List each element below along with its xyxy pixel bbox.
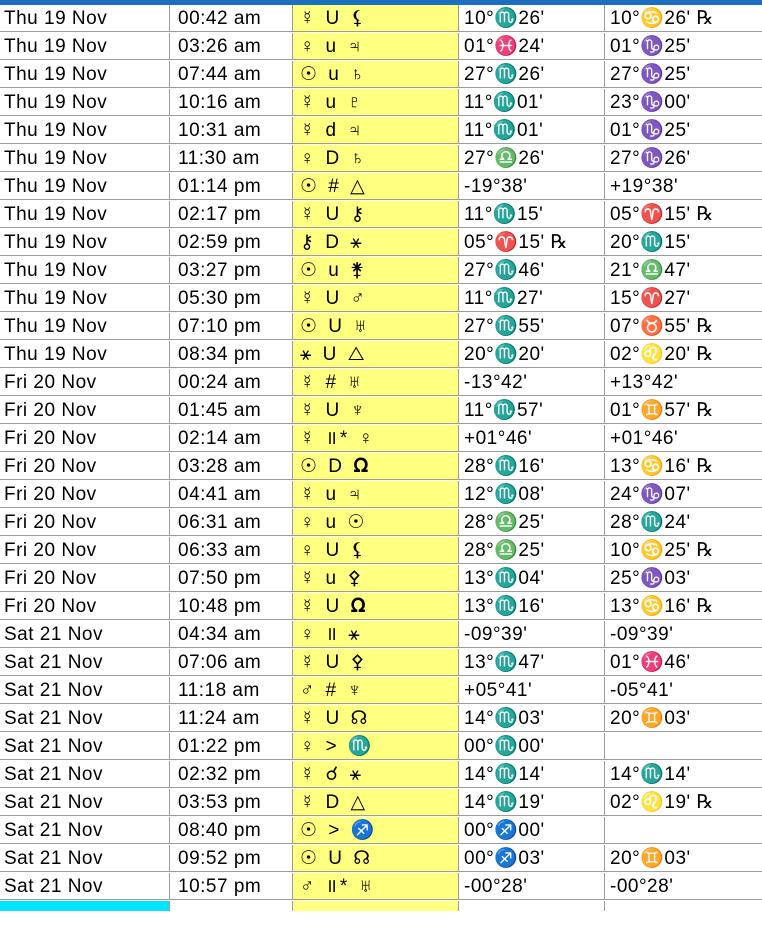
position-2-cell: +13°42' [605,369,762,396]
date-cell: Sat 21 Nov [0,817,170,844]
position-1-cell: 27°♏26' [459,61,605,88]
time-cell: 11:18 am [170,677,293,704]
time-cell: 10:57 pm [170,873,293,900]
date-cell: Fri 20 Nov [0,369,170,396]
time-cell: 03:26 am [170,33,293,60]
time-cell: 06:33 am [170,537,293,564]
position-2-cell: 20°♊03' [605,705,762,732]
aspect-cell: ☉ D 𝛀 [293,453,459,480]
position-1-cell: 11°♏01' [459,117,605,144]
time-cell: 07:44 am [170,61,293,88]
time-cell: 01:22 pm [170,733,293,760]
position-2-cell: 01°♑25' [605,33,762,60]
position-2-cell: 20°♏15' [605,229,762,256]
table-row[interactable] [0,845,762,873]
date-cell: Sat 21 Nov [0,789,170,816]
position-2-cell: 13°♋16' ℞ [605,453,762,480]
time-cell: 08:40 pm [170,817,293,844]
aspect-cell: ☿ ☌ ⚹ [293,761,459,788]
date-cell: Fri 20 Nov [0,593,170,620]
aspect-cell: ☿ U ⚷ [293,201,459,228]
time-cell: 11:30 am [170,145,293,172]
time-cell: 03:27 pm [170,257,293,284]
table-row[interactable] [0,621,762,649]
date-cell: Sat 21 Nov [0,761,170,788]
date-cell: Thu 19 Nov [0,33,170,60]
table-row[interactable] [0,481,762,509]
table-row[interactable] [0,873,762,901]
aspect-cell: ♀ > ♏ [293,733,459,760]
aspect-cell: ☉ U ♅ [293,313,459,340]
date-cell: Fri 20 Nov [0,425,170,452]
aspect-cell: ☿ D △ [293,789,459,816]
time-cell: 07:10 pm [170,313,293,340]
position-2-cell: 14°♏14' [605,761,762,788]
time-cell: 05:30 pm [170,285,293,312]
date-cell: Fri 20 Nov [0,481,170,508]
position-1-cell: -00°28' [459,873,605,900]
position-2-cell: 13°♋16' ℞ [605,593,762,620]
table-row[interactable] [0,229,762,257]
time-cell: 01:14 pm [170,173,293,200]
aspect-cell: ☉ > ♐ [293,817,459,844]
position-1-cell: 27°♏46' [459,257,605,284]
position-2-cell [605,901,762,911]
date-cell: Fri 20 Nov [0,537,170,564]
position-2-cell: 01°♊57' ℞ [605,397,762,424]
position-2-cell: +19°38' [605,173,762,200]
date-cell: Sat 21 Nov [0,621,170,648]
aspect-cell: ☿ ॥* ♀ [293,425,459,452]
position-1-cell [459,901,605,911]
date-cell: Thu 19 Nov [0,117,170,144]
time-cell: 09:52 pm [170,845,293,872]
position-1-cell: -19°38' [459,173,605,200]
table-row[interactable] [0,537,762,565]
position-2-cell: 01°♓46' [605,649,762,676]
position-2-cell: 05°♈15' ℞ [605,201,762,228]
date-cell: Thu 19 Nov [0,173,170,200]
table-row[interactable] [0,761,762,789]
table-row[interactable] [0,565,762,593]
date-cell: Sat 21 Nov [0,733,170,760]
time-cell: 00:24 am [170,369,293,396]
table-row[interactable] [0,397,762,425]
date-cell: Sat 21 Nov [0,873,170,900]
aspect-cell: ⚹ U △ [293,341,459,368]
position-1-cell: 11°♏01' [459,89,605,116]
table-row[interactable] [0,453,762,481]
aspect-cell: ☿ U 𝛀 [293,593,459,620]
time-cell: 07:06 am [170,649,293,676]
aspect-cell: ☉ U ☊ [293,845,459,872]
table-row[interactable] [0,341,762,369]
table-row[interactable] [0,5,762,33]
position-2-cell [605,817,762,844]
aspect-cell: ☿ U ⚴ [293,649,459,676]
table-row[interactable] [0,705,762,733]
aspect-cell: ☿ u ♇ [293,89,459,116]
date-cell: Thu 19 Nov [0,201,170,228]
time-cell: 01:45 am [170,397,293,424]
table-row[interactable] [0,649,762,677]
date-cell: Thu 19 Nov [0,145,170,172]
table-row[interactable] [0,369,762,397]
time-cell: 10:48 pm [170,593,293,620]
position-1-cell: 28°♏16' [459,453,605,480]
position-1-cell: 27°♏55' [459,313,605,340]
date-cell: Thu 19 Nov [0,285,170,312]
table-row[interactable] [0,733,762,761]
date-cell: Thu 19 Nov [0,341,170,368]
position-2-cell: 02°♌20' ℞ [605,341,762,368]
table-row[interactable] [0,173,762,201]
table-row[interactable] [0,257,762,285]
aspect-cell: ⚷ D ⚹ [293,229,459,256]
date-cell: Fri 20 Nov [0,397,170,424]
time-cell: 11:24 am [170,705,293,732]
position-1-cell: 01°♓24' [459,33,605,60]
aspect-cell: ☿ d ♃ [293,117,459,144]
time-cell: 07:50 pm [170,565,293,592]
date-cell: Sat 21 Nov [0,845,170,872]
position-1-cell: 13°♏47' [459,649,605,676]
position-1-cell: -09°39' [459,621,605,648]
position-1-cell: 13°♏04' [459,565,605,592]
position-2-cell: 07°♉55' ℞ [605,313,762,340]
position-1-cell: 14°♏14' [459,761,605,788]
table-row[interactable] [0,789,762,817]
aspect-cell: ☿ u ♃ [293,481,459,508]
date-cell: Thu 19 Nov [0,5,170,32]
table-row[interactable] [0,285,762,313]
date-cell: Fri 20 Nov [0,565,170,592]
time-cell: 02:59 pm [170,229,293,256]
position-2-cell: 27°♑26' [605,145,762,172]
aspect-cell [293,901,459,911]
position-1-cell: 00°♏00' [459,733,605,760]
table-row[interactable] [0,817,762,845]
position-2-cell: 24°♑07' [605,481,762,508]
aspect-cell: ☉ u ⚵ [293,257,459,284]
position-1-cell: 28°♎25' [459,509,605,536]
aspect-cell: ♂ ॥* ♅ [293,873,459,900]
table-row[interactable] [0,313,762,341]
position-2-cell: 02°♌19' ℞ [605,789,762,816]
aspect-cell: ☿ U ☊ [293,705,459,732]
position-1-cell: 14°♏19' [459,789,605,816]
time-cell: 10:31 am [170,117,293,144]
time-cell: 03:28 am [170,453,293,480]
time-cell: 08:34 pm [170,341,293,368]
table-row[interactable] [0,61,762,89]
position-1-cell: 11°♏27' [459,285,605,312]
position-2-cell: 27°♑25' [605,61,762,88]
position-1-cell: 11°♏57' [459,397,605,424]
position-2-cell: -05°41' [605,677,762,704]
aspect-cell: ♀ U ⚸ [293,537,459,564]
time-cell: 00:42 am [170,5,293,32]
position-1-cell: +01°46' [459,425,605,452]
position-1-cell: 12°♏08' [459,481,605,508]
aspect-cell: ♀ D ♄ [293,145,459,172]
time-cell: 03:53 pm [170,789,293,816]
aspect-cell: ☉ # △ [293,173,459,200]
table-row[interactable] [0,117,762,145]
position-1-cell: -13°42' [459,369,605,396]
position-2-cell: -00°28' [605,873,762,900]
aspect-cell: ☿ # ♅ [293,369,459,396]
position-2-cell: 10°♋26' ℞ [605,5,762,32]
date-cell: Thu 19 Nov [0,61,170,88]
time-cell [170,901,293,911]
position-1-cell: 20°♏20' [459,341,605,368]
aspect-cell: ♀ u ♃ [293,33,459,60]
position-1-cell: 11°♏15' [459,201,605,228]
position-1-cell: 10°♏26' [459,5,605,32]
position-1-cell: 14°♏03' [459,705,605,732]
position-1-cell: 00°♐03' [459,845,605,872]
time-cell: 06:31 am [170,509,293,536]
date-cell: Thu 19 Nov [0,313,170,340]
position-2-cell: 01°♑25' [605,117,762,144]
position-2-cell: 28°♏24' [605,509,762,536]
time-cell: 02:32 pm [170,761,293,788]
position-1-cell: 05°♈15' ℞ [459,229,605,256]
position-2-cell [605,733,762,760]
date-cell: Sat 21 Nov [0,677,170,704]
position-2-cell: 21°♎47' [605,257,762,284]
table-row[interactable] [0,677,762,705]
date-cell: Thu 19 Nov [0,89,170,116]
position-2-cell: -09°39' [605,621,762,648]
date-cell [0,901,170,911]
date-cell: Thu 19 Nov [0,257,170,284]
date-cell: Fri 20 Nov [0,509,170,536]
table-row[interactable] [0,593,762,621]
date-cell: Sat 21 Nov [0,649,170,676]
aspect-cell: ☉ u ♄ [293,61,459,88]
aspect-cell: ♀ u ☉ [293,509,459,536]
time-cell: 10:16 am [170,89,293,116]
position-2-cell: +01°46' [605,425,762,452]
position-1-cell: +05°41' [459,677,605,704]
position-1-cell: 13°♏16' [459,593,605,620]
date-cell: Fri 20 Nov [0,453,170,480]
aspect-cell: ☿ U ♂ [293,285,459,312]
aspect-cell: ♂ # ♆ [293,677,459,704]
table-row[interactable] [0,89,762,117]
position-2-cell: 20°♊03' [605,845,762,872]
table-row[interactable] [0,201,762,229]
position-1-cell: 00°♐00' [459,817,605,844]
date-cell: Thu 19 Nov [0,229,170,256]
position-2-cell: 25°♑03' [605,565,762,592]
table-row[interactable] [0,425,762,453]
position-1-cell: 28°♎25' [459,537,605,564]
table-row[interactable] [0,509,762,537]
table-row-partial[interactable] [0,901,762,929]
date-cell: Sat 21 Nov [0,705,170,732]
time-cell: 02:14 am [170,425,293,452]
aspect-cell: ☿ U ♆ [293,397,459,424]
aspect-cell: ☿ U ⚸ [293,5,459,32]
time-cell: 04:34 am [170,621,293,648]
aspect-cell: ☿ u ⚴ [293,565,459,592]
position-2-cell: 23°♑00' [605,89,762,116]
time-cell: 04:41 am [170,481,293,508]
time-cell: 02:17 pm [170,201,293,228]
position-2-cell: 10°♋25' ℞ [605,537,762,564]
position-1-cell: 27°♎26' [459,145,605,172]
position-2-cell: 15°♈27' [605,285,762,312]
aspect-cell: ♀ ॥ ⚹ [293,621,459,648]
table-row[interactable] [0,33,762,61]
table-row[interactable] [0,145,762,173]
aspect-table[interactable] [0,5,762,929]
